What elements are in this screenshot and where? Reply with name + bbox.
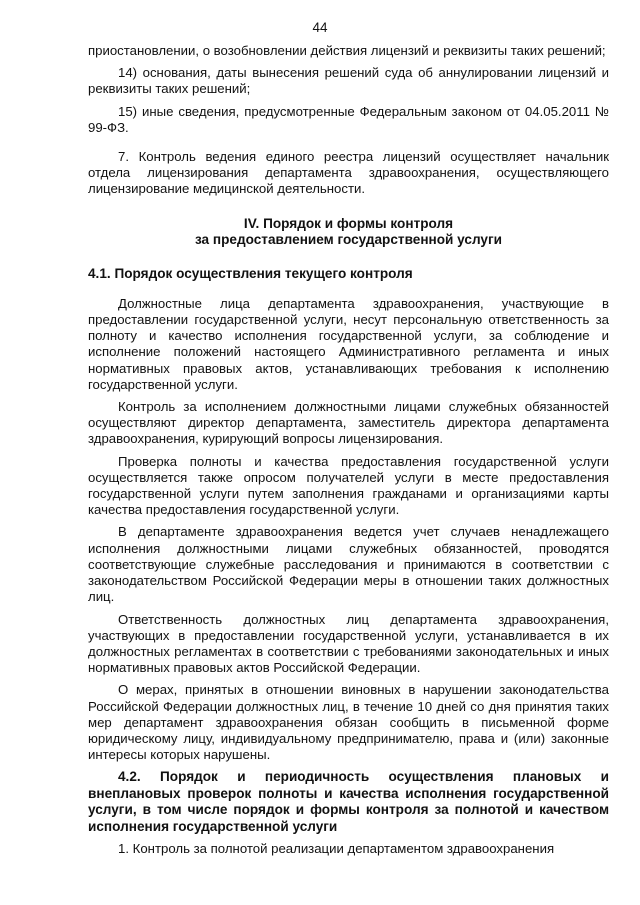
page-content (88, 43, 609, 857)
paragraph-first-line: 1. Контроль за полнотой реализации департаментом здравоохранения (118, 840, 555, 856)
section-iv-title (88, 216, 609, 249)
paragraph: Проверка полноты и качества предоставления государственной услуги осуществляется также опросом получателей услуги в месте предоставления государственной услуги путем заполнения гражданами и организациями карты качества предоставления государственной услуги. (88, 453, 609, 518)
section-iv-title-line2: за предоставлением государственной услуги (194, 232, 502, 248)
paragraph: О мерах, принятых в отношении виновных в нарушении законодательства Российской Федерации должностных лиц, в течение 10 дней со дня принятия таких мер департамент здравоохранения обязан сообщить в письменной форме юридическому лицу, индивидуальному предпринимателю, права и (или) законные интересы которых нарушены. (88, 682, 609, 763)
continuation-text: приостановлении, о возобновлении действия лицензий и реквизиты таких решений; (88, 43, 606, 58)
list-item-15: 15) иные сведения, предусмотренные Федеральным законом от 04.05.2011 № 99-ФЗ. (88, 103, 609, 135)
section-4-2-heading: 4.2. Порядок и периодичность осуществления плановых и внеплановых проверок полноты и качества исполнения государственной услуги, в том числе порядок и формы контроля за полнотой и качеством исполнения государственной услуги (88, 769, 609, 834)
scan-edge-mark (633, 596, 636, 622)
paragraph: Должностные лица департамента здравоохранения, участвующие в предоставлении государственной услуги, несут персональную ответственность за полноту и качество исполнения государственной услуги, за соблюдение и исполнение положений настоящего Административного регламента и иных нормативных правовых актов, устанавливающих требования к исполнению государственной услуги. (88, 295, 609, 392)
paragraph: Ответственность должностных лиц департамента здравоохранения, участвующих в предоставлении государственной услуги, устанавливается в их должностных регламентах в соответствии с требованиями законодательных и иных нормативных правовых актов Российской Федерации. (88, 611, 609, 676)
section-4-1-heading: 4.1. Порядок осуществления текущего контроля (88, 266, 413, 282)
page-number: 44 (312, 20, 328, 35)
section-iv-title-line1: IV. Порядок и формы контроля (243, 215, 454, 231)
list-item-14: 14) основания, даты вынесения решений суда об аннулировании лицензий и реквизиты таких решений; (88, 65, 609, 97)
paragraph: Контроль за исполнением должностными лицами служебных обязанностей осуществляют директор департамента, заместитель директора департамента здравоохранения, курирующий вопросы лицензирования. (88, 399, 609, 447)
paragraph: В департаменте здравоохранения ведется учет случаев ненадлежащего исполнения должностными лицами служебных обязанностей, проводятся соответствующие служебные расследования и принимаются в соответствии с законодательством Российской Федерации меры в отношении таких должностных лиц. (88, 524, 609, 605)
paragraph-item-7: 7. Контроль ведения единого реестра лицензий осуществляет начальник отдела лицензирования департамента здравоохранения, осуществляющего лицензирование медицинской деятельности. (88, 149, 609, 197)
